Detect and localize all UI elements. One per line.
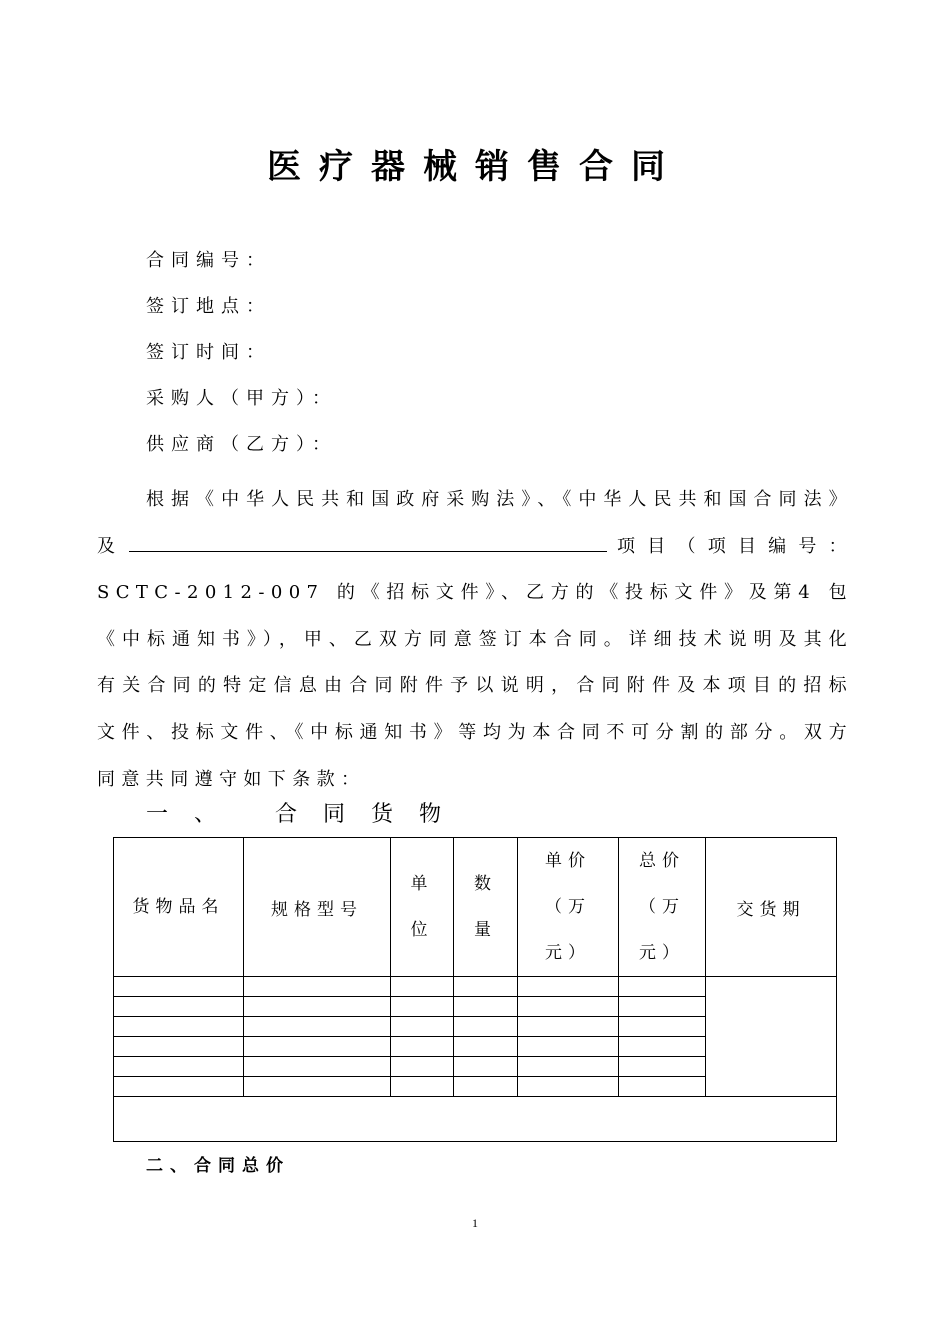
header-delivery: 交货期: [706, 838, 837, 977]
header-unit-price: 单价（万元）: [518, 838, 619, 977]
header-total-price: 总价（万元）: [619, 838, 706, 977]
supplier-label: 供应商（乙方）：: [146, 434, 337, 455]
intro-part1: 根据《中华人民共和国政府采购法》、《中华人民共和国合同法》及: [97, 489, 853, 557]
intro-part2: 项目（项目编号：SCTC-2012-007 的《招标文件》、乙方的《投标文件》及第4 包《中标通知书》），甲、乙双方同意签订本合同。详细技术说明及其化有关合同的特定信息由合同附件予以说明，合同附件及本项目的招标文件、投标文件、《中标通知书》等均为本合同不可分割的部分。双方同意共同遵守如下条款：: [97, 535, 854, 790]
header-unit: 单位: [391, 838, 454, 977]
goods-table: [113, 837, 837, 1142]
table-row: [114, 977, 837, 997]
project-name-blank: [129, 525, 607, 552]
header-goods-name: 货物品名: [114, 838, 244, 977]
intro-paragraph: [97, 477, 853, 803]
sign-time-label: 签订时间：: [146, 342, 271, 363]
document-title: 医疗器械销售合同: [267, 147, 683, 187]
section2-title: 二、合同总价: [146, 1156, 290, 1176]
header-spec: 规格型号: [244, 838, 391, 977]
page-number: 1: [472, 1216, 478, 1230]
sign-place-label: 签订地点：: [146, 296, 271, 317]
delivery-merged-cell: [706, 977, 837, 1097]
table-header-row: [114, 838, 837, 977]
buyer-label: 采购人（甲方）：: [146, 388, 337, 409]
header-qty: 数量: [454, 838, 518, 977]
total-row-cell: [114, 1097, 837, 1142]
table-total-row: [114, 1097, 837, 1142]
contract-number-label: 合同编号：: [146, 250, 271, 271]
section1-title: 一、 合同货物: [146, 802, 467, 827]
